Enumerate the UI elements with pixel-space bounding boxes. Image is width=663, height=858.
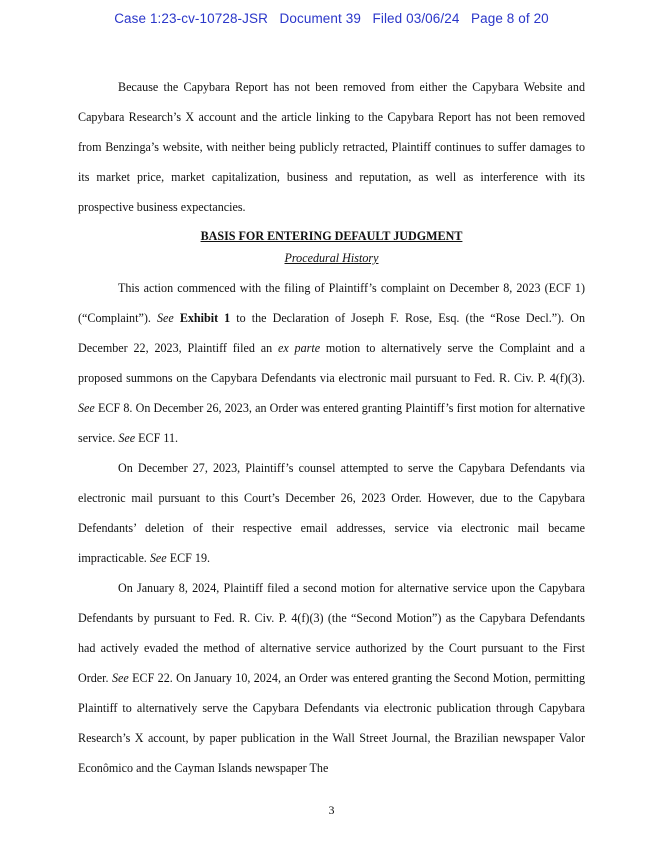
see-signal: See: [118, 431, 136, 445]
text-run: motion to alternatively serve the Complaint and a proposed summons on the Capybara Defendants via electronic mail pursuant to Fed. R. Civ. P. 4(f)(3).: [78, 341, 585, 385]
see-signal: See: [78, 401, 95, 415]
text-run: ECF 11.: [138, 431, 179, 445]
document-body: [78, 72, 585, 783]
page-indicator: Page 8 of 20: [471, 11, 549, 26]
text-run: to the Declaration of Joseph F. Rose, Esq. (the “Rose Decl.”). On December 22, 2023, Plaintiff filed an: [78, 311, 586, 355]
see-signal: See: [149, 551, 167, 565]
paragraph-damages: Because the Capybara Report has not been removed from either the Capybara Website and Capybara Research’s X account and the article linking to the Capybara Report has not been removed from Benzinga’s website, with neither being publicly retracted, Plaintiff continues to suffer damages to its market price, market capitalization, business and reputation, as well as interference with its prospective business expectancies.: [78, 80, 585, 214]
text-run: ECF 19.: [169, 551, 211, 565]
see-signal: See: [111, 671, 129, 685]
text-run: On December 27, 2023, Plaintiff’s counsel attempted to serve the Capybara Defendants via electronic mail pursuant to this Court’s December 26, 2023 Order. However, due to the Capybara Defendants’ deletion of their respective email addresses, service via electronic mail became impracticable.: [78, 461, 585, 565]
text-run: This action commenced with the filing of Plaintiff’s complaint on December 8, 2023 (ECF 1) (“Complaint”).: [78, 281, 585, 325]
ex-parte-term: ex parte: [277, 341, 321, 355]
text-run: On January 8, 2024, Plaintiff filed a second motion for alternative service upon the Capybara Defendants by pursuant to Fed. R. Civ. P. 4(f)(3) (the “Second Motion”) as the Capybara Defendants had actively evaded the method of alternative service authorized by the Court pursuant to the First Order.: [78, 581, 585, 685]
paragraph-procedural-2: [78, 453, 585, 573]
case-number: Case 1:23-cv-10728-JSR: [114, 11, 268, 26]
text-run: ECF 8. On December 26, 2023, an Order was entered granting Plaintiff’s first motion for alternative service.: [78, 401, 585, 445]
filed-date: Filed 03/06/24: [372, 11, 460, 26]
paragraph-procedural-1: [78, 273, 585, 453]
section-heading: BASIS FOR ENTERING DEFAULT JUDGMENT: [200, 229, 463, 243]
ecf-header: [0, 11, 663, 26]
subheading: Procedural History: [284, 251, 379, 265]
paragraph-procedural-3: [78, 573, 585, 783]
page-number: 3: [328, 803, 335, 817]
text-run: ECF 22. On January 10, 2024, an Order was entered granting the Second Motion, permitting Plaintiff to alternatively serve the Capybara Defendants via electronic publication through Capybara Research’s X account, by paper publication in the Wall Street Journal, the Brazilian newspaper Valor Econômico and the Cayman Islands newspaper The: [78, 671, 585, 775]
exhibit-reference: Exhibit 1: [179, 311, 231, 325]
see-signal: See: [156, 311, 174, 325]
document-number: Document 39: [279, 11, 361, 26]
